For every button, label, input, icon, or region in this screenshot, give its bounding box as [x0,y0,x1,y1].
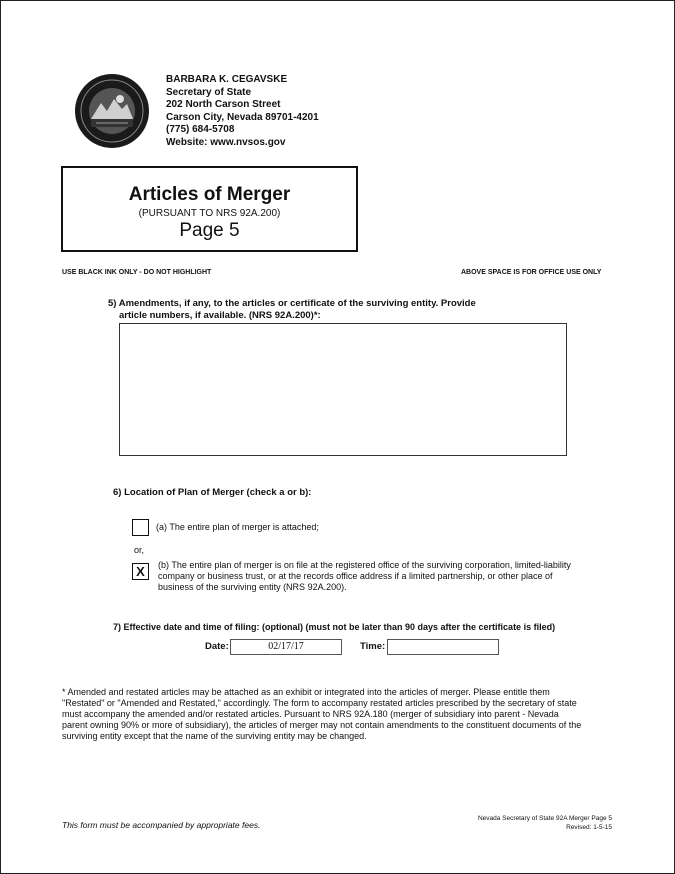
form-title: Articles of Merger [128,184,291,205]
title-box [61,166,358,252]
footnote-line: surviving entity except that the name of the surviving entity may be changed. [62,731,367,741]
option-a-label: (a) The entire plan of merger is attached; [156,522,319,532]
city-state-zip: Carson City, Nevada 89701-4201 [166,111,319,123]
time-field[interactable] [387,639,499,655]
option-a-checkbox[interactable] [132,519,149,536]
revised-date: Revised: 1-5-15 [566,824,612,831]
option-b-line-1: (b) The entire plan of merger is on file at the registered office of the surviving corporation, limited-liability [158,560,571,570]
form-id-line: Nevada Secretary of State 92A Merger Page 5 [477,815,612,822]
option-b-line-3: business of the surviving entity (NRS 92A.200). [158,582,347,592]
footnote-line: must accompany the amended and/or restated articles. Pursuant to NRS 92A.180 (merger of subsidiary into parent - Nevada [62,709,559,719]
section-5-label-line-2: article numbers, if available. (NRS 92A.200)*: [119,310,321,321]
office-title: Secretary of State [166,86,252,98]
amendments-field[interactable] [119,323,567,456]
office-address-block [166,74,319,150]
page-number: Page 5 [179,220,240,241]
option-b-checkbox[interactable]: X [132,563,149,580]
nevada-state-seal [74,73,150,149]
form-subtitle: (PURSUANT TO NRS 92A.200) [138,208,281,219]
fees-note: This form must be accompanied by appropriate fees. [62,820,261,830]
form-identifier [478,814,612,832]
footnote-line: * Amended and restated articles may be attached as an exhibit or integrated into the articles of merger. Please entitle them [62,687,550,697]
ink-instruction: USE BLACK INK ONLY - DO NOT HIGHLIGHT [62,269,212,276]
section-6-label: 6) Location of Plan of Merger (check a or b): [113,487,312,498]
secretary-name: BARBARA K. CEGAVSKE [166,74,288,85]
date-label: Date: [205,641,229,652]
date-field[interactable]: 02/17/17 [230,639,342,655]
footnote [62,687,622,742]
or-label: or, [134,545,145,555]
footnote-line: parent owning 90% or more of subsidiary), the articles of merger may not contain amendments to the constituent documents of the [62,720,582,730]
office-use-note: ABOVE SPACE IS FOR OFFICE USE ONLY [461,269,602,276]
website: Website: www.nvsos.gov [166,136,286,148]
section-7-label: 7) Effective date and time of filing: (optional) (must not be later than 90 days after the certificate is filed) [113,622,556,632]
option-b-line-2: company or business trust, or at the records office address if a limited partnership, or other place of [158,571,553,581]
footnote-line: "Restated" or "Amended and Restated," accordingly. The form to accompany restated articles prescribed by the secretary of state [62,698,577,708]
section-5-label-line-1: 5) Amendments, if any, to the articles or certificate of the surviving entity. Provide [108,298,476,309]
phone-number: (775) 684-5708 [166,124,235,136]
street-address: 202 North Carson Street [166,99,281,111]
time-label: Time: [360,641,386,652]
